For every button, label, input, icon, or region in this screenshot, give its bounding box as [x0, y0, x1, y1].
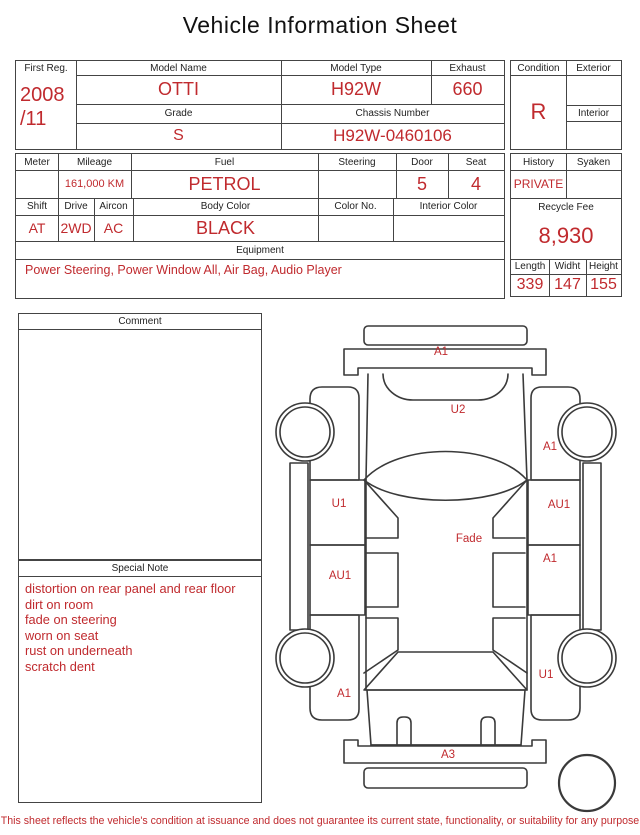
cabin-left-door-lines [364, 480, 398, 673]
drive-label: Drive [64, 201, 88, 212]
width-value: 147 [554, 276, 581, 293]
color-no-label: Color No. [334, 201, 377, 212]
exterior-label: Exterior [576, 62, 611, 74]
mileage-value: 161,000 KM [64, 178, 125, 190]
length-value: 339 [516, 276, 544, 293]
exhaust-label: Exhaust [449, 62, 486, 74]
grade-label: Grade [164, 108, 193, 119]
front-top-bar-shape [364, 326, 527, 345]
left-sill-shape [290, 463, 308, 630]
fuel-value: PETROL [188, 173, 261, 194]
condition-table [510, 60, 622, 150]
width-label: Widht [554, 261, 581, 272]
damage-marker: A1 [542, 553, 558, 565]
special-note-text [25, 581, 257, 674]
special-note-line: scratch dent [25, 658, 95, 674]
exterior-value [566, 75, 621, 105]
damage-marker: A3 [440, 749, 456, 761]
fuel-label: Fuel [214, 156, 235, 168]
recycle-fee-label: Recycle Fee [538, 201, 594, 213]
right-tail-light-shape [481, 717, 495, 745]
door-label: Door [411, 156, 433, 168]
first-reg-year: 2008 [20, 84, 65, 106]
grade-value: S [173, 127, 184, 144]
first-reg-value [17, 83, 78, 131]
disclaimer-text: This sheet reflects the vehicle's condition at issuance and does not guarantee its current state, functionality, or suitability for any purpose [0, 815, 640, 827]
chassis-number-label: Chassis Number [355, 108, 430, 119]
vehicle-damage-diagram [270, 310, 640, 820]
history-dimensions-table [510, 153, 622, 297]
model-type-value: H92W [330, 79, 381, 99]
shift-value: AT [28, 220, 46, 236]
windshield-shape [364, 452, 527, 501]
mileage-label: Mileage [76, 156, 113, 168]
height-label: Height [589, 261, 618, 272]
equipment-value: Power Steering, Power Window All, Air Bag, Audio Player [25, 263, 342, 277]
damage-marker: U2 [450, 404, 466, 416]
damage-marker: AU1 [547, 499, 571, 511]
history-label: History [522, 156, 555, 168]
first-reg-month: /11 [20, 108, 47, 130]
color-no-value [318, 215, 393, 241]
height-value: 155 [590, 276, 617, 293]
special-note-line: distortion on rear panel and rear floor [25, 581, 236, 596]
special-note-line: dirt on room [25, 596, 94, 612]
divider [511, 198, 621, 199]
special-note-label: Special Note [111, 563, 169, 574]
interior-color-value [393, 215, 504, 241]
meter-value [16, 170, 58, 198]
rear-left-wheel-icon [276, 629, 334, 687]
right-front-door-shape [528, 480, 580, 545]
spare-tire-icon [559, 755, 615, 811]
aircon-label: Aircon [99, 201, 128, 212]
condition-label: Condition [517, 62, 560, 74]
interior-value [566, 121, 621, 149]
comment-box [18, 313, 262, 560]
syaken-value [566, 170, 621, 198]
specs-table [15, 153, 505, 299]
rear-window-shape [364, 652, 527, 690]
syaken-label: Syaken [576, 156, 611, 168]
front-left-wheel-icon [276, 403, 334, 461]
body-color-label: Body Color [200, 201, 251, 212]
seat-value: 4 [470, 173, 481, 194]
comment-label: Comment [118, 316, 162, 327]
hood-right-edge [523, 374, 527, 480]
chassis-number-value: H92W-0460106 [333, 126, 452, 145]
condition-value: R [530, 99, 547, 124]
special-note-line: worn on seat [25, 627, 99, 643]
steering-label: Steering [338, 156, 376, 168]
front-right-wheel-icon [558, 403, 616, 461]
damage-marker: A1 [336, 688, 352, 700]
hood-left-edge [366, 374, 368, 480]
model-name-value: OTTI [158, 79, 199, 99]
damage-marker: U1 [538, 669, 554, 681]
shift-label: Shift [26, 201, 47, 212]
damage-marker: Fade [455, 533, 483, 545]
recycle-fee-value: 8,930 [538, 222, 594, 248]
body-color-value: BLACK [195, 217, 256, 238]
comment-text [25, 334, 255, 354]
damage-marker: A1 [433, 346, 449, 358]
length-label: Length [514, 261, 546, 272]
model-name-label: Model Name [150, 62, 207, 74]
cabin-right-door-lines [493, 480, 527, 673]
seat-label: Seat [465, 156, 487, 168]
steering-value [318, 170, 396, 198]
interior-color-label: Interior Color [419, 201, 478, 212]
model-type-label: Model Type [330, 62, 382, 74]
special-note-line: fade on steering [25, 612, 117, 627]
right-sill-shape [583, 463, 601, 630]
special-note-line: rust on underneath [25, 643, 133, 658]
divider [19, 329, 261, 330]
left-tail-light-shape [397, 717, 411, 745]
equipment-label: Equipment [236, 244, 284, 256]
first-reg-label: First Reg. [24, 62, 68, 74]
door-value: 5 [416, 173, 427, 194]
damage-marker: U1 [331, 498, 347, 510]
damage-marker: AU1 [328, 570, 352, 582]
interior-label: Interior [577, 107, 610, 119]
rear-hatch-shape [367, 690, 525, 745]
divider [19, 576, 261, 577]
damage-marker: A1 [542, 441, 558, 453]
rear-right-wheel-icon [558, 629, 616, 687]
aircon-value: AC [103, 220, 124, 236]
page-title: Vehicle Information Sheet [182, 12, 458, 38]
model-info-table [15, 60, 505, 150]
rear-bottom-bar-shape [364, 768, 527, 788]
meter-label: Meter [24, 156, 50, 168]
history-value: PRIVATE [513, 177, 564, 191]
hood-cowl-line [383, 374, 508, 400]
drive-value: 2WD [60, 220, 92, 236]
left-front-door-shape [310, 480, 365, 545]
special-note-box [18, 560, 262, 803]
exhaust-value: 660 [452, 79, 483, 99]
